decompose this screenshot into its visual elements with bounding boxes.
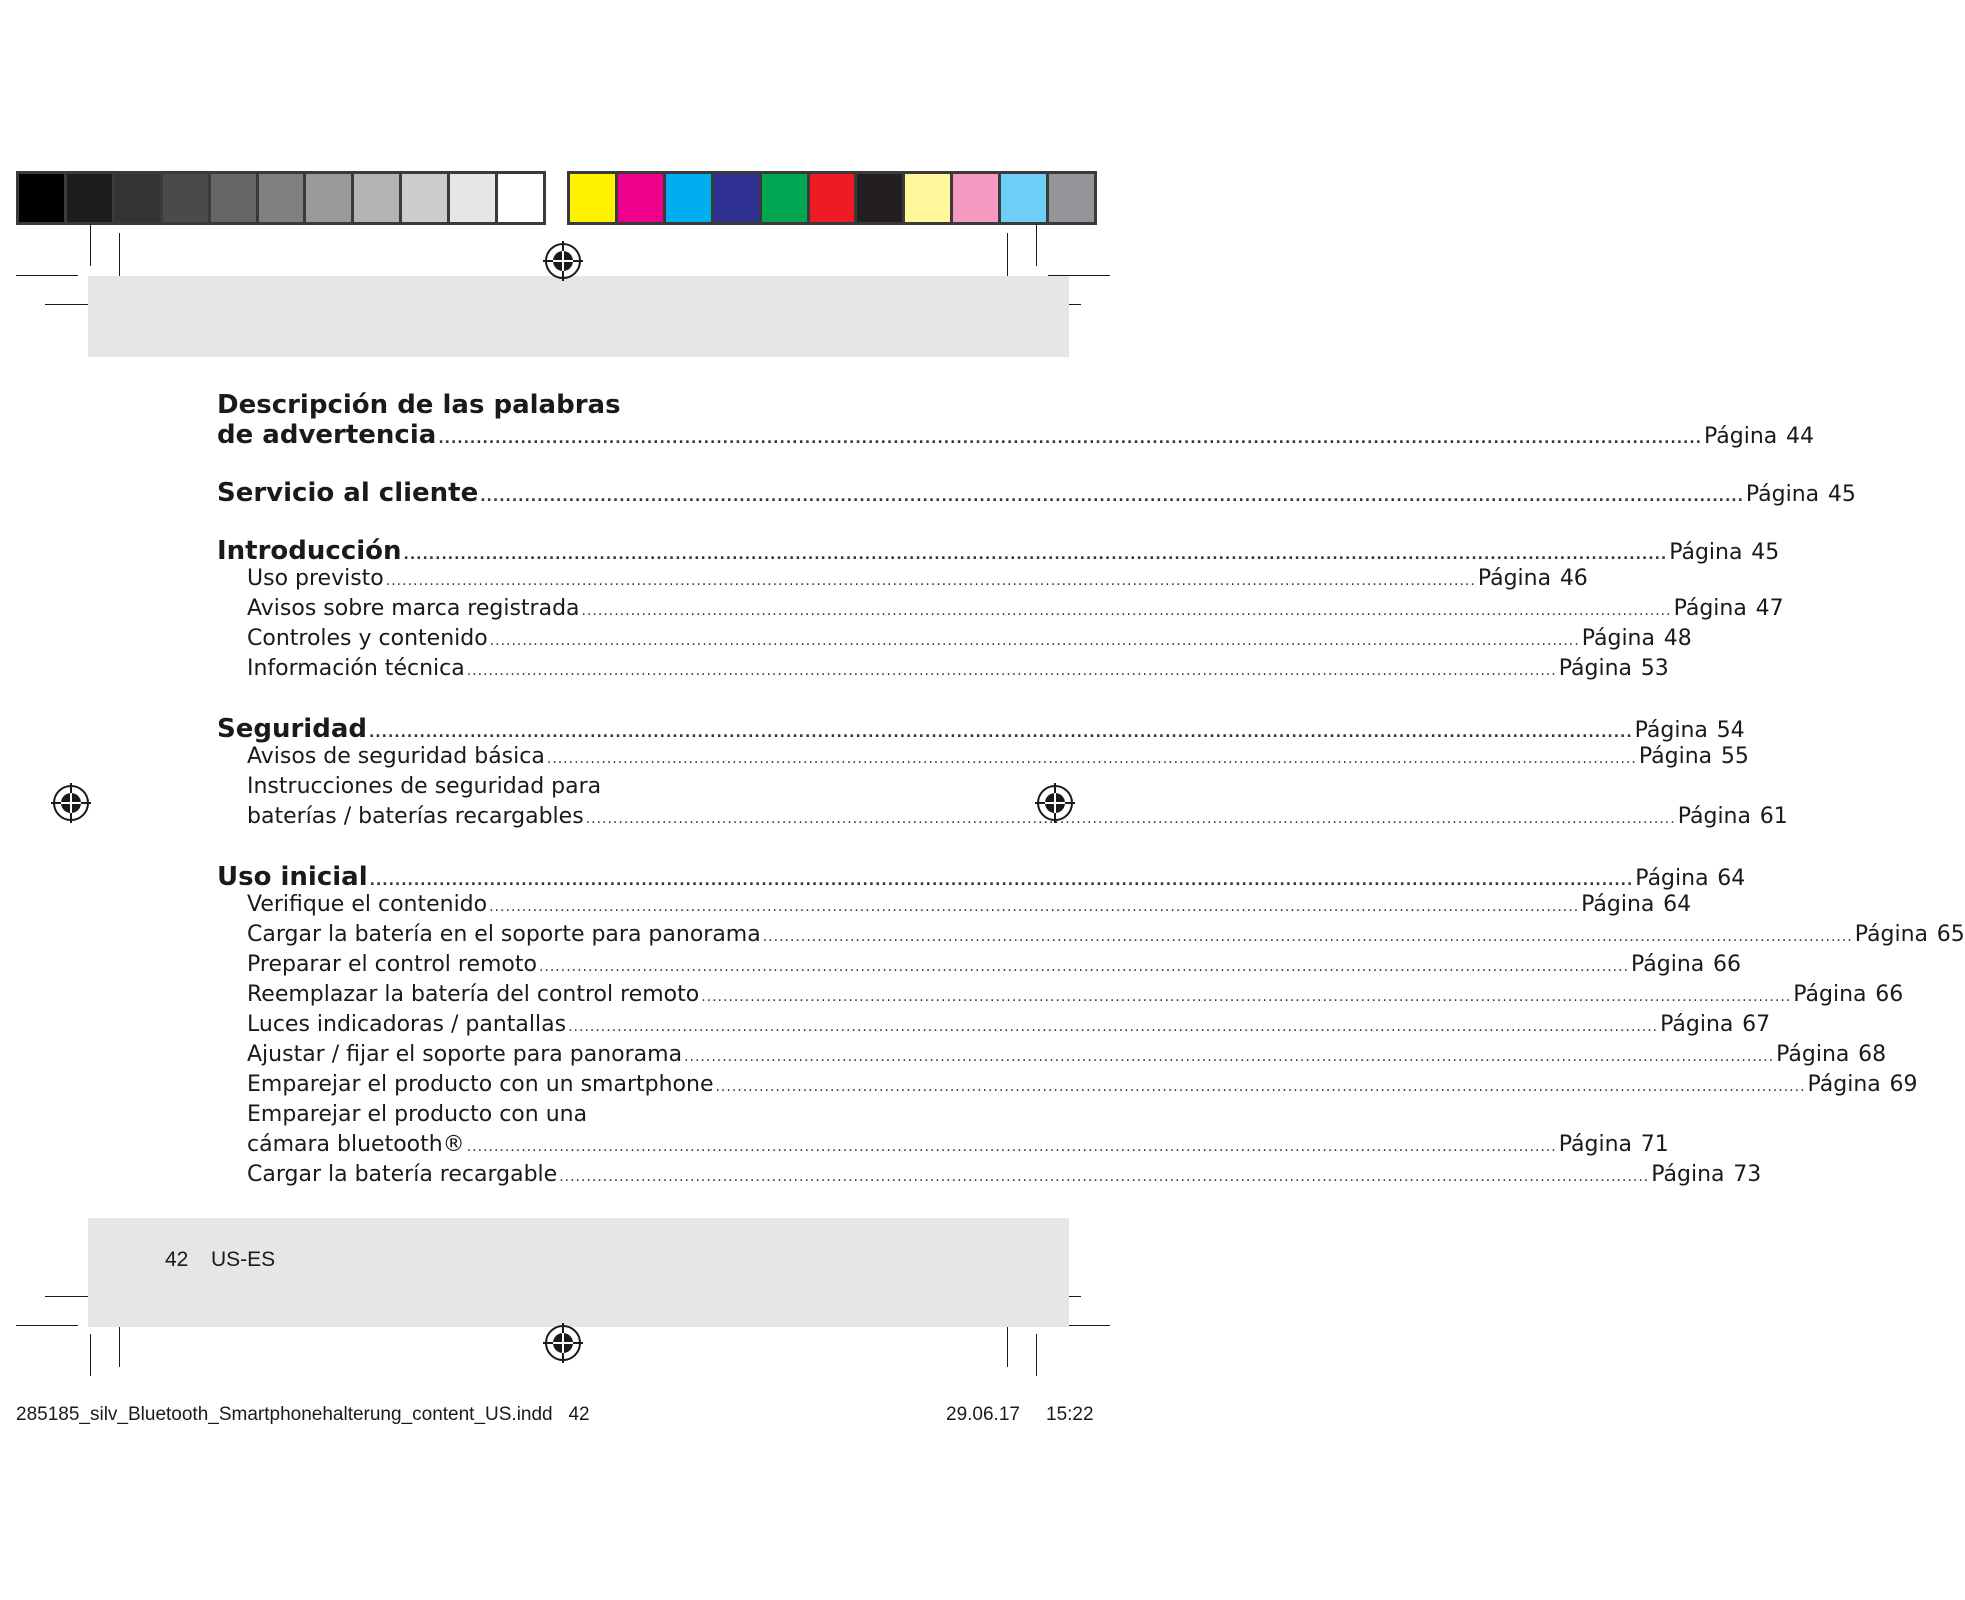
toc-entry-row — [217, 744, 1749, 774]
leader-dots: ........................................................................................................................................................................................................ — [385, 573, 1476, 589]
leader-dots: ........................................................................................................................................................................................................ — [559, 1169, 1650, 1185]
toc-entry-text: Preparar el control remoto — [247, 952, 537, 977]
footer-band — [88, 1218, 1069, 1327]
color-swatch — [1001, 174, 1046, 222]
gray-swatch — [450, 174, 495, 222]
crop-mark — [90, 224, 91, 266]
page-label: Página — [1581, 892, 1655, 917]
page-ref-number: 66 — [1875, 982, 1904, 1007]
toc-entry-row — [217, 1072, 1918, 1102]
toc-entry-row — [217, 656, 1669, 686]
page-label: Página — [1776, 1042, 1850, 1067]
toc-entry-text: Luces indicadoras / pantallas — [247, 1012, 567, 1037]
toc-heading-text: Seguridad — [217, 714, 367, 744]
page-ref-number: 45 — [1827, 482, 1856, 507]
color-swatch — [953, 174, 998, 222]
toc-entry-text: Emparejar el producto con un smartphone — [247, 1072, 714, 1097]
toc-entry-text: Información técnica — [247, 656, 465, 681]
page-ref-number: 66 — [1713, 952, 1741, 977]
toc-entry-row — [217, 892, 1692, 922]
toc-heading-row — [217, 862, 1746, 892]
leader-dots: ........................................................................................................................................................................................................ — [466, 1139, 1557, 1155]
color-swatch — [618, 174, 663, 222]
toc-entry-text: Uso previsto — [247, 566, 384, 591]
toc-entry-row — [217, 804, 1788, 834]
toc-entry-text: Avisos de seguridad básica — [247, 744, 545, 769]
toc-entry-text: Emparejar el producto con una — [247, 1102, 588, 1127]
page-label: Página — [1558, 1132, 1632, 1157]
crop-mark — [1036, 1334, 1037, 1376]
gray-swatch — [354, 174, 399, 222]
crop-mark — [1036, 224, 1037, 266]
page-label: Página — [1631, 952, 1705, 977]
locale-code: US-ES — [211, 1248, 276, 1271]
leader-dots: ........................................................................................................................................................................................................ — [701, 989, 1792, 1005]
toc-heading-row — [217, 478, 1856, 508]
leader-dots: ........................................................................................................................................................................................................ — [581, 603, 1672, 619]
table-of-contents — [217, 390, 1965, 1192]
color-swatch — [857, 174, 902, 222]
page-label: Página — [1638, 744, 1713, 769]
process-color-bar — [567, 171, 1097, 225]
toc-entry-row — [217, 1132, 1669, 1162]
page-ref-number: 65 — [1936, 922, 1965, 947]
crop-mark — [16, 275, 78, 276]
page-label: Página — [1635, 866, 1709, 891]
leader-dots: ........................................................................................................................................................................................................ — [489, 899, 1580, 915]
gray-swatch — [67, 174, 112, 222]
page-ref-number: 54 — [1716, 718, 1745, 743]
page-ref-number: 47 — [1755, 596, 1784, 621]
slug-time: 15:22 — [1046, 1404, 1094, 1425]
page-ref-number: 48 — [1663, 626, 1692, 651]
section-gap — [217, 834, 911, 862]
toc-heading-row — [217, 536, 1780, 566]
page-label: Página — [1669, 540, 1743, 565]
toc-entry-row — [217, 1012, 1771, 1042]
leader-dots: ........................................................................................................................................................................................................ — [585, 811, 1676, 827]
page-label: Página — [1581, 626, 1655, 651]
gray-swatch — [259, 174, 304, 222]
page-ref-number: 61 — [1759, 804, 1788, 829]
page-ref-number: 67 — [1742, 1012, 1771, 1037]
gray-swatch — [402, 174, 447, 222]
page-ref-number: 69 — [1889, 1072, 1918, 1097]
section-gap — [217, 450, 911, 478]
page-ref-number: 46 — [1559, 566, 1588, 591]
toc-entry-text: Reemplazar la batería del control remoto — [247, 982, 700, 1007]
toc-entry-text: Ajustar / fijar el soporte para panorama — [247, 1042, 683, 1067]
leader-dots: ........................................................................................................................................................................................................ — [489, 633, 1580, 649]
gray-swatch — [306, 174, 351, 222]
section-gap — [217, 686, 911, 714]
page-label: Página — [1651, 1162, 1725, 1187]
gray-swatch — [19, 174, 64, 222]
leader-dots: ........................................................................................................................................................................................................ — [368, 725, 1633, 741]
grayscale-color-bar — [16, 171, 546, 225]
toc-entry-row — [217, 952, 1741, 982]
toc-entry-text: cámara bluetooth® — [247, 1132, 465, 1157]
gray-swatch — [163, 174, 208, 222]
page-ref-number: 53 — [1640, 656, 1669, 681]
page-ref-number: 64 — [1663, 892, 1692, 917]
page-ref-number: 64 — [1717, 866, 1746, 891]
leader-dots: ........................................................................................................................................................................................................ — [480, 489, 1744, 505]
toc-entry-row — [217, 596, 1784, 626]
toc-heading-text: Introducción — [217, 536, 402, 566]
toc-heading-row — [217, 714, 1745, 744]
toc-heading-row — [217, 420, 1814, 450]
toc-heading-text: de advertencia — [217, 420, 437, 450]
color-swatch — [810, 174, 855, 222]
page-label: Página — [1807, 1072, 1881, 1097]
toc-heading-text: Uso inicial — [217, 862, 368, 892]
page-ref-number: 45 — [1751, 540, 1780, 565]
page-label: Página — [1793, 982, 1867, 1007]
page-number: 42 — [165, 1248, 189, 1271]
leader-dots: ........................................................................................................................................................................................................ — [369, 873, 1634, 889]
toc-entry-row — [217, 1042, 1887, 1072]
page-label: Página — [1703, 424, 1778, 449]
gray-swatch — [115, 174, 160, 222]
page-label: Página — [1673, 596, 1747, 621]
toc-entry-text: Instrucciones de seguridad para — [247, 774, 602, 799]
page-label: Página — [1745, 482, 1820, 507]
toc-entry-row — [217, 626, 1692, 656]
color-swatch — [762, 174, 807, 222]
page-label: Página — [1854, 922, 1929, 947]
leader-dots: ........................................................................................................................................................................................................ — [762, 929, 1853, 945]
leader-dots: ........................................................................................................................................................................................................ — [715, 1079, 1806, 1095]
registration-mark-icon — [541, 239, 585, 283]
toc-entry-text: baterías / baterías recargables — [247, 804, 584, 829]
slug-date: 29.06.17 — [946, 1404, 1020, 1425]
page-label: Página — [1558, 656, 1633, 681]
leader-dots: ........................................................................................................................................................................................................ — [538, 959, 1629, 975]
page-ref-number: 44 — [1785, 424, 1814, 449]
toc-entry-text: Cargar la batería en el soporte para panorama — [247, 922, 761, 947]
toc-entry-row — [217, 1162, 1762, 1192]
page-ref-number: 68 — [1858, 1042, 1887, 1067]
color-swatch — [905, 174, 950, 222]
crop-mark — [90, 1334, 91, 1376]
toc-entry-text: Avisos sobre marca registrada — [247, 596, 580, 621]
toc-heading-text: Servicio al cliente — [217, 478, 479, 508]
color-swatch — [714, 174, 759, 222]
toc-entry-row — [217, 566, 1588, 596]
page-label: Página — [1677, 804, 1751, 829]
toc-entry-row — [217, 922, 1965, 952]
toc-entry-row — [217, 982, 1904, 1012]
color-swatch — [570, 174, 615, 222]
leader-dots: ........................................................................................................................................................................................................ — [684, 1049, 1775, 1065]
gray-swatch — [498, 174, 543, 222]
page-label: Página — [1660, 1012, 1734, 1037]
registration-mark-icon — [49, 781, 93, 825]
page-ref-number: 73 — [1733, 1162, 1762, 1187]
toc-entry-text: Verifique el contenido — [247, 892, 488, 917]
leader-dots: ........................................................................................................................................................................................................ — [568, 1019, 1659, 1035]
page-label: Página — [1634, 718, 1708, 743]
color-swatch — [1049, 174, 1094, 222]
leader-dots: ........................................................................................................................................................................................................ — [546, 751, 1637, 767]
slug-filename: 285185_silv_Bluetooth_Smartphonehalterung_content_US.indd 42 — [16, 1404, 590, 1425]
leader-dots: ........................................................................................................................................................................................................ — [466, 663, 1557, 679]
registration-mark-icon — [541, 1321, 585, 1365]
page-ref-number: 71 — [1640, 1132, 1669, 1157]
leader-dots: ........................................................................................................................................................................................................ — [438, 431, 1702, 447]
toc-entry-text: Cargar la batería recargable — [247, 1162, 558, 1187]
section-gap — [217, 508, 911, 536]
toc-heading-text: Descripción de las palabras — [217, 390, 621, 420]
leader-dots: ........................................................................................................................................................................................................ — [403, 547, 1668, 563]
color-swatch — [666, 174, 711, 222]
header-band — [88, 276, 1069, 357]
toc-entry-text: Controles y contenido — [247, 626, 488, 651]
page-label: Página — [1477, 566, 1552, 591]
gray-swatch — [211, 174, 256, 222]
crop-mark — [16, 1325, 78, 1326]
page-ref-number: 55 — [1720, 744, 1749, 769]
